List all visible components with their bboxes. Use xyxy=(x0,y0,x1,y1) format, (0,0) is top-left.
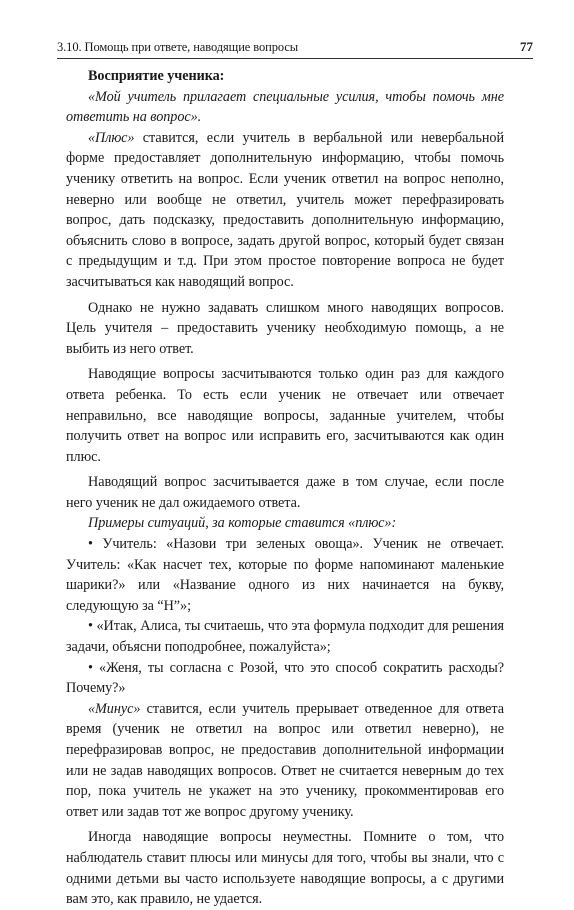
examples-heading: Примеры ситуаций, за которые ставится «плюс»: xyxy=(88,515,397,532)
plus-term: «Плюс» xyxy=(88,129,135,146)
running-header xyxy=(57,36,533,59)
minus-paragraph xyxy=(66,699,504,823)
example-bullet: • «Женя, ты согласна с Розой, что это способ сократить расходы? Почему?» xyxy=(66,659,504,697)
subheading: Восприятие ученика: xyxy=(88,68,225,84)
plus-paragraph xyxy=(66,128,504,293)
paragraph-even-if: Наводящий вопрос засчитывается даже в том случае, если после него ученик не дал ожидаемого ответа. xyxy=(66,474,504,511)
plus-text: ставится, если учитель в вербальной или невербальной форме предоставляет дополнительную информацию, чтобы помочь ученику ответить на вопрос. Если ученик ответил на вопрос неполно, неверно или вообще не ответил, учитель может перефразировать вопрос, дать подсказку, предоставить дополнительную информацию, объяснить слово в вопросе, задать другой вопрос, который будет связан с предыдущим и т.д. При этом простое повторение вопроса не будет засчитываться как наводящий вопрос. xyxy=(66,129,504,290)
paragraph-count-once: Наводящие вопросы засчитываются только один раз для каждого ответа ребенка. То есть если ученик не отвечает или отвечает неправильно, все наводящие вопросы, заданные учителем, чтобы получить ответ на вопрос или исправить его, засчитываются как один плюс. xyxy=(66,366,504,465)
example-bullet: • «Итак, Алиса, ты считаешь, что эта формула подходит для решения задачи, объясни поподробнее, пожалуйста»; xyxy=(66,618,504,656)
minus-text: ставится, если учитель прерывает отведенное для ответа время (ученик не ответил на вопрос или ответил неверно), не перефразировав вопрос, не предоставив дополнительной информации или не задав наводящих вопросов. Ответ не считается неверным до тех пор, пока учитель не укажет на это ученику, прокомментировав его ответ или задав тот же вопрос другому ученику. xyxy=(66,700,504,820)
page-number: 77 xyxy=(520,39,533,54)
paragraph-inappropriate: Иногда наводящие вопросы неуместны. Помните о том, что наблюдатель ставит плюсы или минусы для того, чтобы вы знали, что с одними детьми вы часто используете наводящие вопросы, а с другими вам это, как правило, не удается. xyxy=(66,829,504,908)
paragraph-too-many: Однако не нужно задавать слишком много наводящих вопросов. Цель учителя – предоставить ученику необходимую помощь, а не выбить из него ответ. xyxy=(66,299,504,357)
page-body xyxy=(66,66,504,910)
example-bullet: • Учитель: «Назови три зеленых овоща». Ученик не отвечает. Учитель: «Как насчет тех, которые по форме напоминают маленькие шарики?» или «Название одного из них начинается на букву, следующую за “Н”»; xyxy=(66,536,504,614)
section-title: 3.10. Помощь при ответе, наводящие вопросы xyxy=(57,40,299,54)
student-quote: «Мой учитель прилагает специальные усилия, чтобы помочь мне ответить на вопрос». xyxy=(66,88,504,126)
minus-term: «Минус» xyxy=(88,700,141,717)
